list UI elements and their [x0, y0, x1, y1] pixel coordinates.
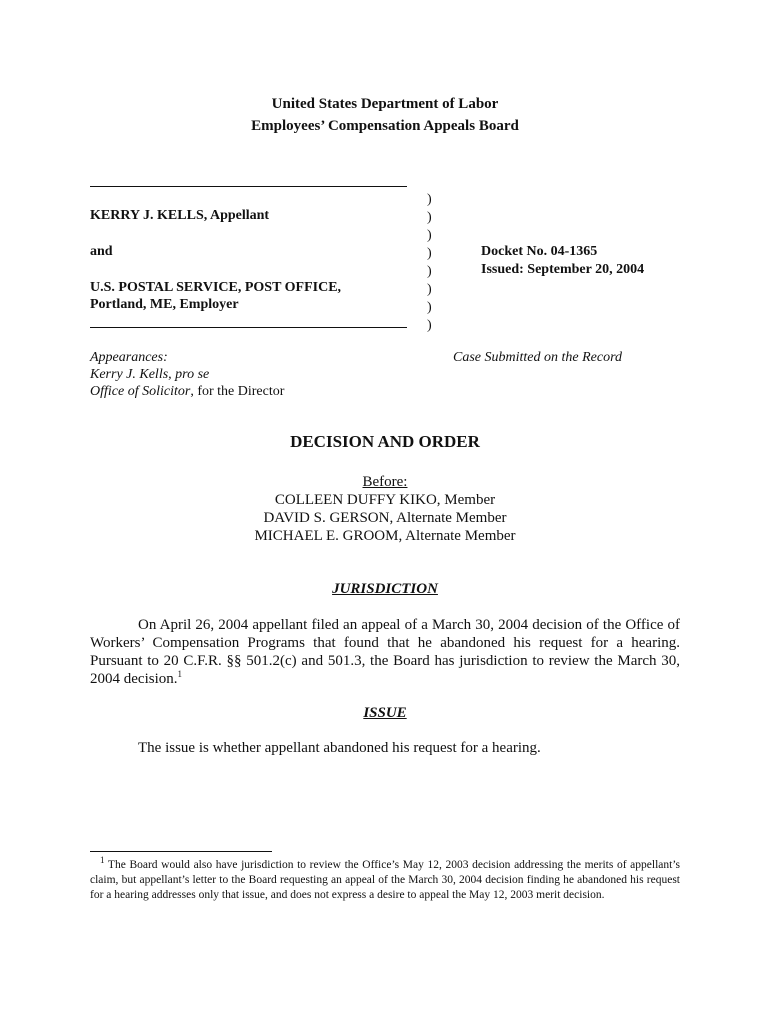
footnote [90, 855, 680, 903]
board-member: MICHAEL E. GROOM, Alternate Member [254, 528, 516, 544]
issue-heading-text: ISSUE [363, 705, 407, 721]
jurisdiction-paragraph [90, 616, 680, 688]
solicitor-role: , for the Director [190, 384, 285, 399]
jurisdiction-heading [0, 580, 770, 598]
footnote-number: 1 [100, 855, 105, 866]
employer-line-2: Portland, ME, Employer [90, 297, 239, 312]
caption-paren: ) [427, 264, 432, 279]
before-label [0, 473, 770, 491]
board-title: Employees’ Compensation Appeals Board [251, 118, 519, 134]
agency-title: United States Department of Labor [271, 96, 499, 112]
decision-title: DECISION AND ORDER [290, 432, 480, 451]
submission-note: Case Submitted on the Record [453, 350, 623, 365]
appellant-representative: Kerry J. Kells, pro se [90, 367, 210, 382]
caption-paren: ) [427, 318, 432, 333]
issued-date: Issued: September 20, 2004 [481, 262, 645, 277]
footnote-reference[interactable]: 1 [177, 669, 182, 679]
caption-top-rule [90, 186, 407, 187]
board-member: COLLEEN DUFFY KIKO, Member [274, 492, 496, 508]
caption-paren: ) [427, 228, 432, 243]
employer-line-1: U.S. POSTAL SERVICE, POST OFFICE, [90, 280, 342, 295]
appellant-name: KERRY J. KELLS, Appellant [90, 208, 270, 223]
director-representative [90, 383, 284, 400]
footnote-rule [90, 851, 272, 852]
footnote-text: The Board would also have jurisdiction to review the Office’s May 12, 2003 decision addressing the merits of appellant’s claim, but appellant’s letter to the Board requesting an appeal of the March 30, 2004 decision finding he abandoned his request for a hearing addresses only that issue, and does not express a desire to appeal the May 12, 2003 merit decision. [90, 859, 680, 901]
caption-paren: ) [427, 210, 432, 225]
caption-paren: ) [427, 192, 432, 207]
issue-heading [0, 704, 770, 722]
jurisdiction-text: On April 26, 2004 appellant filed an appeal of a March 30, 2004 decision of the Office of Workers’ Compensation Programs that found that he abandoned his request for a hearing. Pursuant to 20 C.F.R. §§ 501.2(c) and 501.3, the Board has jurisdiction to review the March 30, 2004 decision. [90, 617, 680, 687]
jurisdiction-heading-text: JURISDICTION [332, 581, 438, 597]
issue-paragraph: The issue is whether appellant abandoned his request for a hearing. [138, 740, 541, 756]
docket-number: Docket No. 04-1365 [481, 244, 598, 259]
caption-paren: ) [427, 300, 432, 315]
and-text: and [90, 244, 113, 259]
solicitor-office: Office of Solicitor [90, 384, 191, 399]
before-text: Before: [362, 474, 408, 490]
caption-bottom-rule [90, 327, 407, 328]
board-member: DAVID S. GERSON, Alternate Member [263, 510, 507, 526]
caption-paren: ) [427, 282, 432, 297]
caption-paren: ) [427, 246, 432, 261]
appearances-label: Appearances: [90, 350, 168, 365]
